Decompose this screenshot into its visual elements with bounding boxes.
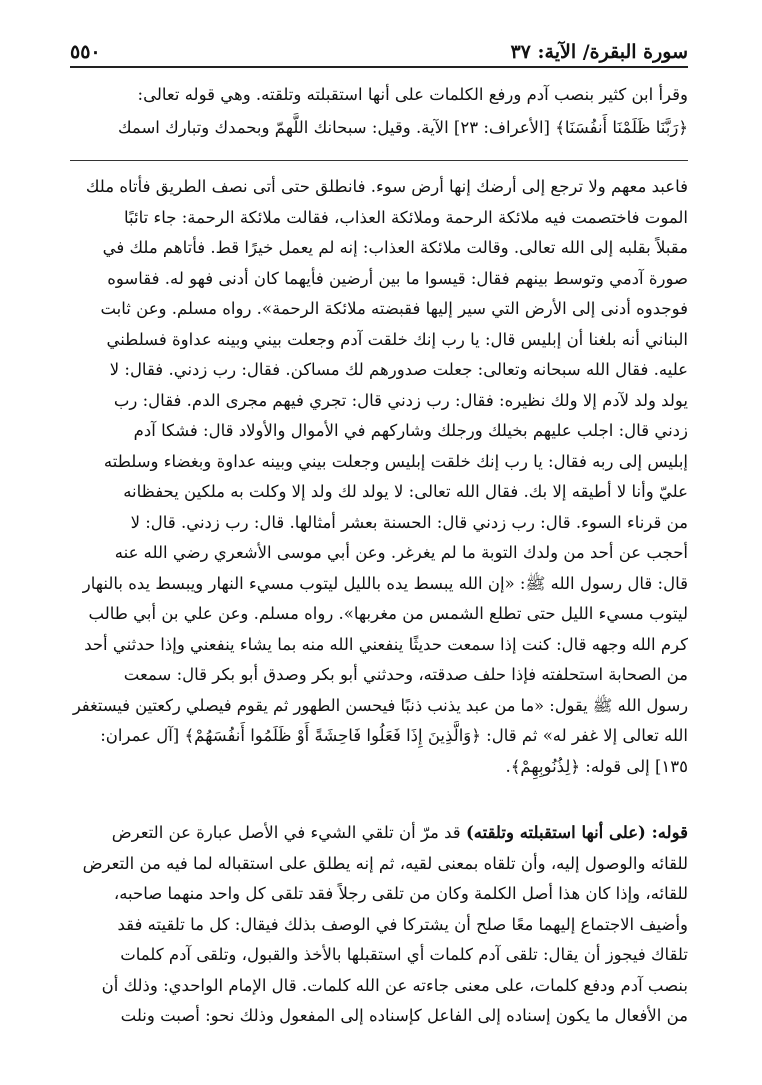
gloss-lemma: قوله: (على أنها استقبلته وتلقته) xyxy=(465,823,688,842)
text-line: رسول الله ﷺ يقول: «ما من عبد يذنب ذنبًا فيحسن الطهور ثم يقوم فيصلي ركعتين فيستغفر xyxy=(72,695,688,715)
text-line: أحجب عن أحد من ولدك التوبة ما لم يغرغر. وعن أبي موسى الأشعري رضي الله عنه xyxy=(114,543,688,562)
text-line: وقرأ ابن كثير بنصب آدم ورفع الكلمات على أنها استقبلته وتلقته. وهي قوله تعالى: xyxy=(137,85,688,104)
text-line: وأضيف الاجتماع إليهما معًا صلح أن يشتركا في الوصف بذلك فيقال: كل ما تلقيته فقد xyxy=(117,914,688,934)
text-line: البناني أنه بلغنا أن إبليس قال: يا رب إنك خلقت آدم وجعلت بيني وبينه عداوة فسلطني xyxy=(106,329,688,349)
text-line: مقبلاً بقلبه إلى الله تعالى. وقالت ملائكة العذاب: إنه لم يعمل خيرًا قط. فأتاهم ملك في xyxy=(102,238,688,257)
quran-commentary-text xyxy=(70,78,688,144)
text-line: صورة آدمي وتوسط بينهم فقال: قيسوا ما بين أرضين فأيهما كان أدنى فهو له. فقاسوه xyxy=(107,268,688,288)
text-line: فاعبد معهم ولا ترجع إلى أرضك إنها أرض سوء. فانطلق حتى أتى نصف الطريق فأتاه ملك xyxy=(85,177,688,196)
text-line: كرم الله وجهه قال: كنت إذا سمعت حديثًا ينفعني الله منه بما يشاء ينفعني وإذا حدثني أحد xyxy=(84,634,688,654)
page-number: ٥٥٠ xyxy=(70,41,101,63)
text-line: الموت فاختصمت فيه ملائكة الرحمة وملائكة العذاب، فقالت ملائكة الرحمة: جاء تائبًا xyxy=(124,207,688,227)
tafsir-text xyxy=(70,172,688,782)
text-line: الله تعالى إلا غفر له» ثم قال: ﴿وَالَّذِينَ إِذَا فَعَلُوا فَاحِشَةً أَوْ ظَلَمُوا أَنفُسَهُمْ﴾ [آل عمران: xyxy=(100,726,688,745)
gloss-text xyxy=(70,818,688,1032)
text-line: ١٣٥] إلى قوله: ﴿لِذُنُوبِهِمْ﴾. xyxy=(505,756,688,776)
text-line: من قرناء السوء. قال: رب زدني قال: الحسنة بعشر أمثالها. قال: رب زدني. قال: لا xyxy=(130,512,688,532)
text-line: فوجدوه أدنى إلى الأرض التي سير إليها فقبضته ملائكة الرحمة». رواه مسلم. وعن ثابت xyxy=(100,299,688,318)
text-line xyxy=(70,818,688,849)
gloss-explanation: قد مرّ أن تلقي الشيء في الأصل عبارة عن التعرض xyxy=(111,823,466,842)
text-line: عليه. فقال الله سبحانه وتعالى: جعلت صدورهم لك مساكن. فقال: رب زدني. فقال: لا xyxy=(109,360,688,379)
text-line: ﴿رَبَّنَا ظَلَمْنَا أَنفُسَنَا﴾ [الأعراف: ٢٣] الآية. وقيل: سبحانك اللَّهمّ وبحمدك وتبارك اسمك xyxy=(118,118,688,137)
text-line: للقائه والوصول إليه، وأن تلقاه بمعنى لقيه، ثم إنه يطلق على استقباله لما فيه من التعرض xyxy=(82,853,688,873)
section-divider xyxy=(70,160,688,161)
text-line: بنصب آدم ودفع كلمات، على معنى جاءته عن الله كلمات. قال الإمام الواحدي: وذلك أن xyxy=(101,975,688,995)
text-line: إبليس إلى ربه فقال: يا رب إنك خلقت إبليس وجعلت بيني وبينه عداوة وبغضاء وسلطته xyxy=(103,451,688,471)
text-line: للقائه، وإذا كان هذا أصل الكلمة وكان من تلقى رجلاً فقد تلقى كل واحد منهما صاحبه، xyxy=(113,884,688,903)
header-rule xyxy=(70,66,688,68)
running-title: سورة البقرة/ الآية: ٣٧ xyxy=(510,41,688,63)
text-line: زدني قال: اجلب عليهم بخيلك ورجلك وشاركهم في الأموال والأولاد قال: فشكا آدم xyxy=(133,421,688,440)
text-line: من الأفعال ما يكون إسناده إلى الفاعل كإسناده إلى المفعول وذلك نحو: أصبت ونلت xyxy=(120,1006,688,1025)
text-line: عليّ وأنا لا أطيقه إلا بك. فقال الله تعالى: لا يولد لك ولد إلا وكلت به ملكين يحفظانه xyxy=(123,482,688,501)
text-line: يولد ولد لآدم إلا ولك نظيره: فقال: رب زدني قال: تجري فيهم مجرى الدم. فقال: رب xyxy=(113,390,688,410)
text-line: من الصحابة استحلفته فإذا حلف صدقته، وحدثني أبو بكر وصدق أبو بكر قال: سمعت xyxy=(123,665,688,684)
text-line: قال: قال رسول الله ﷺ: «إن الله يبسط يده بالليل ليتوب مسيء النهار ويبسط يده بالنهار xyxy=(82,573,688,593)
text-line: تلقاك فيجوز أن يقال: تلقى آدم كلمات أي استقبلها بالأخذ والقبول، وتلقى آدم كلمات xyxy=(120,945,688,964)
page-header xyxy=(70,33,688,63)
text-line: ليتوب مسيء الليل حتى تطلع الشمس من مغربها». رواه مسلم. وعن علي بن أبي طالب xyxy=(88,604,688,623)
